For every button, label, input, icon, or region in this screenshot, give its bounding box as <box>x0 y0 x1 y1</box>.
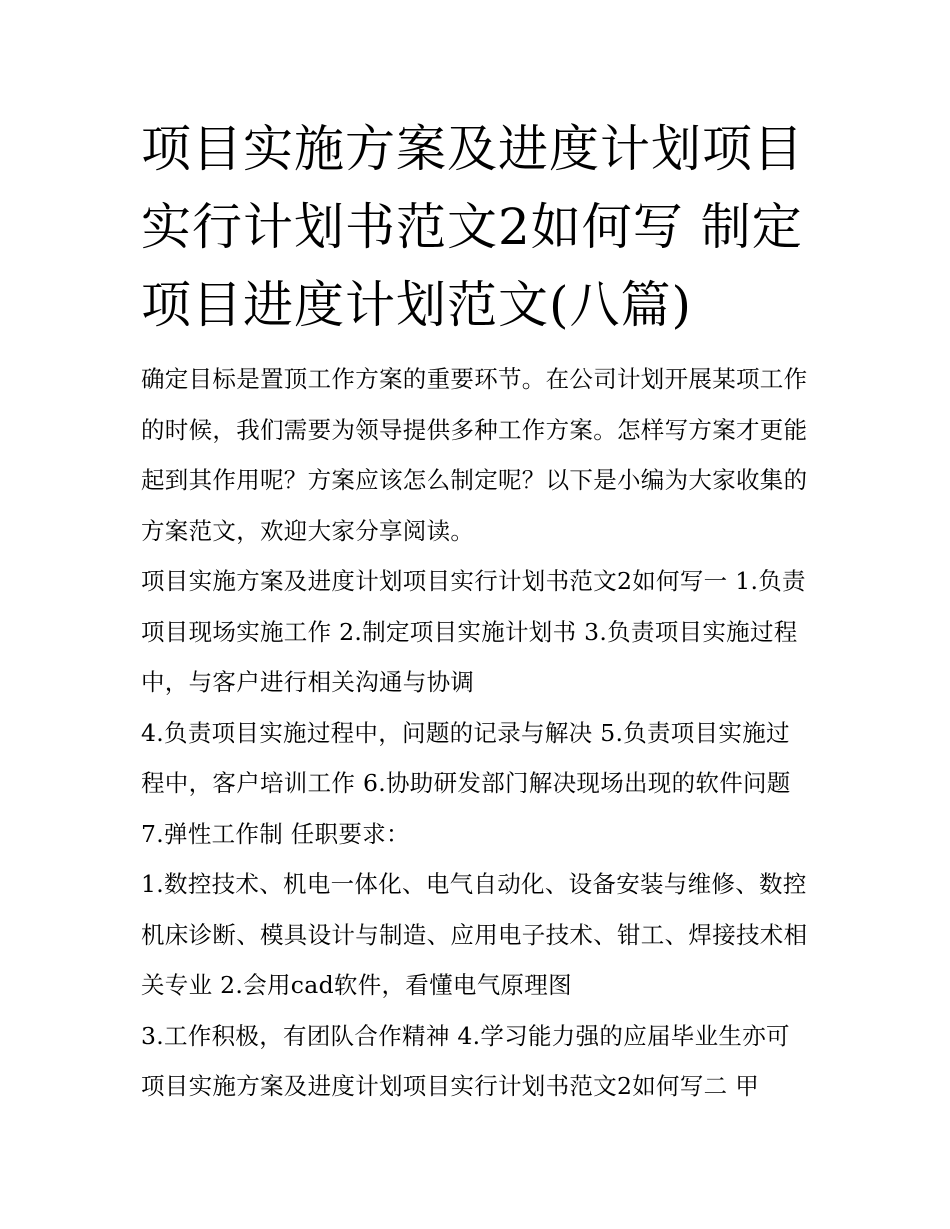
intro-paragraph: 确定目标是置顶工作方案的重要环节。在公司计划开展某项工作的时候，我们需要为领导提供多种工作方案。怎样写方案才更能起到其作用呢？方案应该怎么制定呢？以下是小编为大家收集的方案范文，欢迎大家分享阅读。 <box>141 365 808 545</box>
body-paragraph-2: 4.负责项目实施过程中，问题的记录与解决 5.负责项目实施过程中，客户培训工作 6.协助研发部门解决现场出现的软件问题 7.弹性工作制 任职要求： <box>141 718 791 848</box>
body-paragraph-1: 项目实施方案及进度计划项目实行计划书范文2如何写一 1.负责项目现场实施工作 2.制定项目实施计划书 3.负责项目实施过程中，与客户进行相关沟通与协调 <box>141 567 806 696</box>
body-paragraph-4: 3.工作积极，有团队合作精神 4.学习能力强的应届毕业生亦可 <box>141 1021 790 1050</box>
body-paragraph-5: 项目实施方案及进度计划项目实行计划书范文2如何写二 甲 <box>141 1072 760 1100</box>
body-paragraph-3: 1.数控技术、机电一体化、电气自动化、设备安装与维修、数控机床诊断、模具设计与制造、应用电子技术、钳工、焊接技术相关专业 2.会用cad软件，看懂电气原理图 <box>141 870 808 999</box>
document-title: 项目实施方案及进度计划项目实行计划书范文2如何写 制定项目进度计划范文(八篇) <box>141 120 804 334</box>
document-page <box>141 110 813 1112</box>
